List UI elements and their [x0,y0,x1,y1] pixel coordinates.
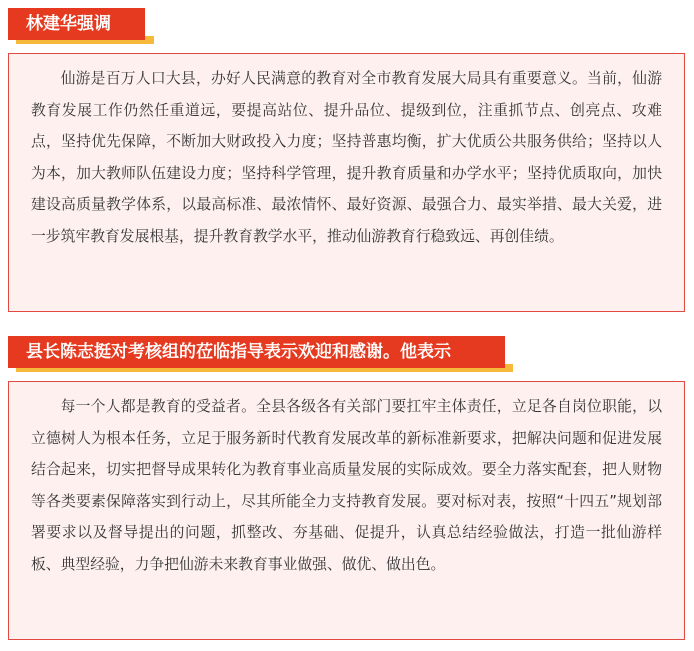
section-title-1: 林建华强调 [8,8,145,40]
content-box-2 [8,381,685,640]
paragraph-2: 每一个人都是教育的受益者。全县各级各有关部门要扛牢主体责任，立足各自岗位职能，以立德树人为根本任务，立足于服务新时代教育发展改革的新标准新要求，把解决问题和促进发展结合起来，切实把督导成果转化为教育事业高质量发展的实际成效。要全力落实配套，把人财物等各类要素保障落实到行动上，尽其所能全力支持教育发展。要对标对表，按照“十四五”规划部署要求以及督导提出的问题，抓整改、夯基础、促提升，认真总结经验做法，打造一批仙游样板、典型经验，力争把仙游未来教育事业做强、做优、做出色。 [31,398,662,573]
section-header-2 [8,336,513,372]
section-header-1 [8,8,154,44]
content-box-1 [8,53,685,312]
paragraph-1: 仙游是百万人口大县，办好人民满意的教育对全市教育发展大局具有重要意义。当前，仙游教育发展工作仍然任重道远，要提高站位、提升品位、提级到位，注重抓节点、创亮点、攻难点，坚持优先保障，不断加大财政投入力度；坚持普惠均衡，扩大优质公共服务供给；坚持以人为本，加大教师队伍建设力度；坚持科学管理，提升教育质量和办学水平；坚持优质取向，加快建设高质量教学体系，以最高标准、最浓情怀、最好资源、最强合力、最实举措、最大关爱，进一步筑牢教育发展根基，提升教育教学水平，推动仙游教育行稳致远、再创佳绩。 [31,70,662,245]
section-title-2: 县长陈志挺对考核组的莅临指导表示欢迎和感谢。他表示 [8,336,505,368]
